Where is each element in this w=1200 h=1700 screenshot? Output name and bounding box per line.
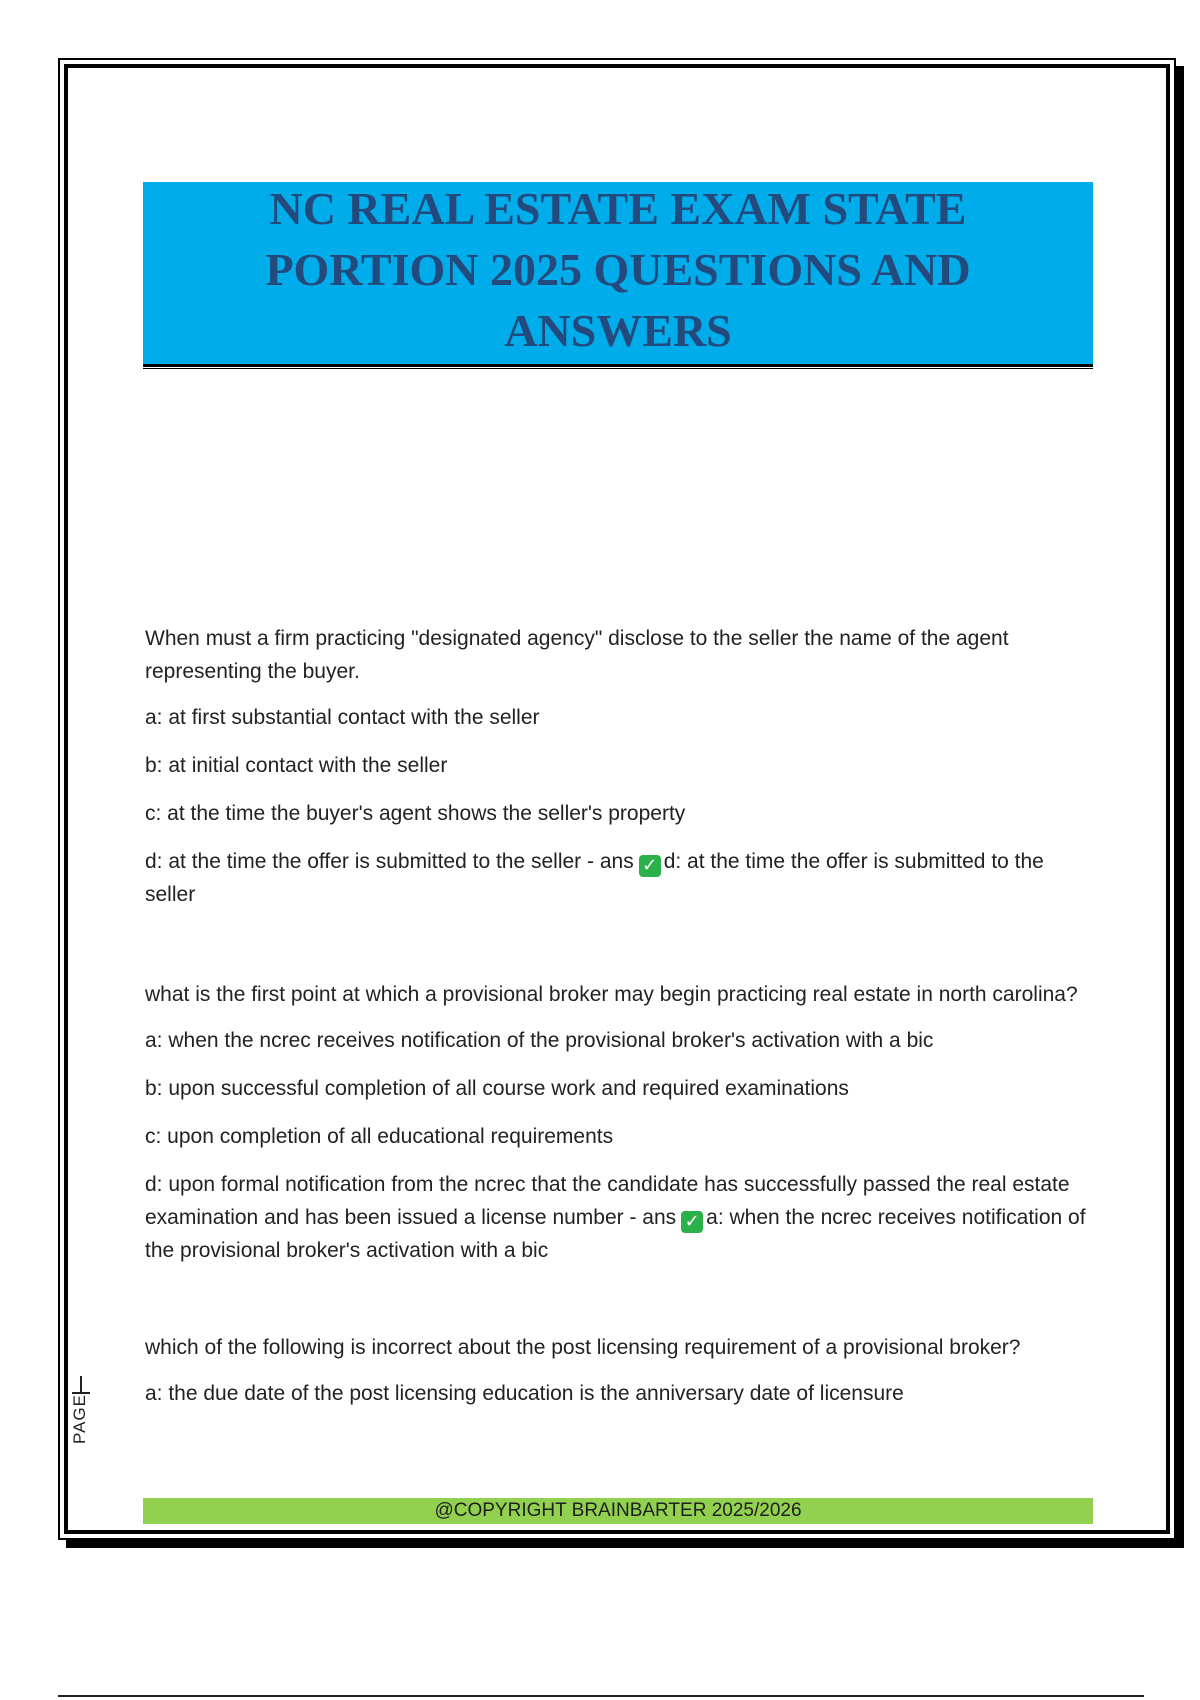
title-banner <box>143 182 1093 364</box>
title-underline <box>143 364 1093 369</box>
option-b: b: upon successful completion of all course work and required examinations <box>145 1077 849 1100</box>
question-text: When must a firm practicing "designated agency" disclose to the seller the name of the agent representing the buyer. <box>145 627 1009 683</box>
check-mark-icon: ✓ <box>639 855 661 877</box>
option-c: c: upon completion of all educational requirements <box>145 1125 614 1148</box>
answer-text: a: when the ncrec receives notification of the provisional broker's activation with a bic <box>145 1206 1086 1262</box>
question-block-1 <box>145 622 1095 911</box>
option-d-with-answer <box>145 845 1095 911</box>
question-text: which of the following is incorrect about the post licensing requirement of a provisional broker? <box>145 1336 1021 1359</box>
footer-bar <box>143 1498 1093 1524</box>
option-d: d: upon formal notification from the ncrec that the candidate has successfully passed the real estate examination and has been issued a license number - ans <box>145 1173 1070 1229</box>
option-a: a: the due date of the post licensing education is the anniversary date of licensure <box>145 1382 904 1405</box>
question-block-3 <box>145 1331 1095 1410</box>
questions-content <box>145 622 1095 1425</box>
option-d-with-answer <box>145 1168 1095 1267</box>
option-a: a: at first substantial contact with the seller <box>145 706 540 729</box>
option-c: c: at the time the buyer's agent shows the seller's property <box>145 802 686 825</box>
question-text: what is the first point at which a provisional broker may begin practicing real estate in north carolina? <box>145 983 1078 1006</box>
bottom-rule <box>58 1695 1144 1697</box>
option-a: a: when the ncrec receives notification of the provisional broker's activation with a bic <box>145 1029 934 1052</box>
check-mark-icon: ✓ <box>681 1211 703 1233</box>
document-title: NC REAL ESTATE EXAM STATE PORTION 2025 QUESTIONS AND ANSWERS <box>265 182 971 356</box>
page-label-text: PAGE <box>70 1394 89 1444</box>
option-b: b: at initial contact with the seller <box>145 754 448 777</box>
copyright-text: @COPYRIGHT BRAINBARTER 2025/2026 <box>434 1500 802 1521</box>
option-d: d: at the time the offer is submitted to the seller - ans <box>145 850 634 873</box>
question-block-2 <box>145 978 1095 1267</box>
page-number-mark-cap <box>72 1392 90 1394</box>
answer-text: d: at the time the offer is submitted to the seller <box>145 850 1044 906</box>
